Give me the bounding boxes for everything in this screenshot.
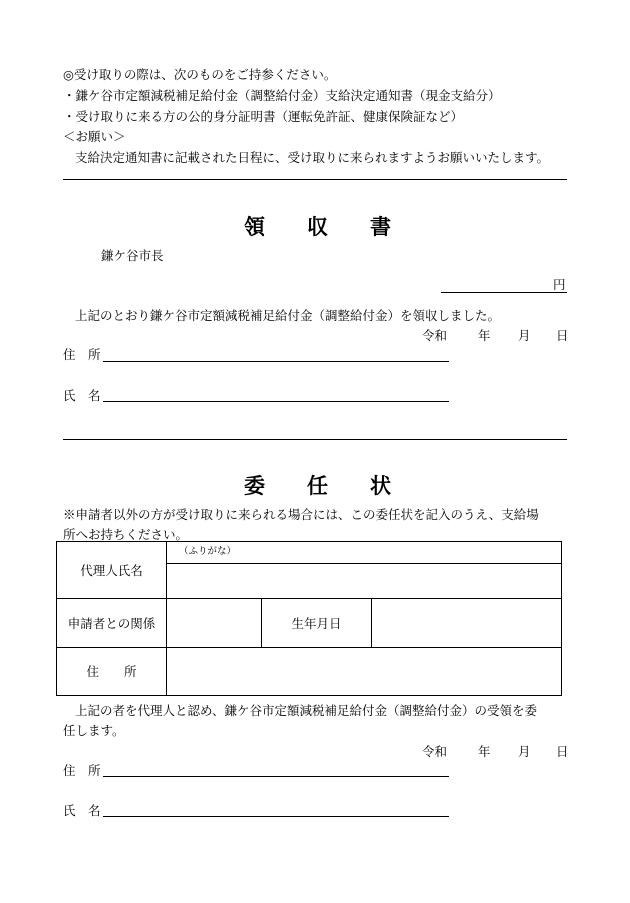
- proxy-name-label: 氏 名: [63, 803, 101, 818]
- request-text: 支給決定通知書に記載された日程に、受け取りに来られますようお願いいたします。: [75, 150, 550, 165]
- furigana-label: （ふりがな）: [179, 546, 237, 557]
- amount-unit: 円: [553, 277, 566, 292]
- relation-field[interactable]: [167, 599, 262, 647]
- agent-address-label-cell: [57, 647, 167, 695]
- proxy-statement-line-2: 任します。: [63, 723, 125, 738]
- agent-name-label-cell: [57, 542, 167, 599]
- receipt-address-field[interactable]: [103, 361, 449, 362]
- proxy-address-label: 住 所: [63, 763, 101, 778]
- proxy-address-field[interactable]: [103, 776, 449, 777]
- birthdate-field[interactable]: [372, 599, 562, 647]
- receipt-name-label: 氏 名: [63, 388, 101, 403]
- date-day: 日: [556, 328, 569, 343]
- section-divider-1: [63, 179, 567, 180]
- birthdate-label: 生年月日: [291, 616, 342, 632]
- proxy-date: [422, 742, 572, 758]
- agent-name-label: 代理人氏名: [80, 563, 143, 579]
- receipt-date: [422, 326, 572, 342]
- date-month: 月: [518, 744, 531, 759]
- receipt-statement: 上記のとおり鎌ケ谷市定額減税補足給付金（調整給付金）を領収しました。: [75, 308, 501, 323]
- notice-item-1: ・鎌ケ谷市定額減税補足給付金（調整給付金）支給決定通知書（現金支給分）: [63, 88, 501, 103]
- notice-heading: ◎受け取りの際は、次のものをご持参ください。: [63, 67, 337, 82]
- date-era: 令和: [422, 328, 448, 343]
- proxy-title: 委 任 状: [244, 473, 391, 498]
- section-divider-2: [63, 439, 567, 440]
- receipt-address-label: 住 所: [63, 347, 101, 362]
- date-era: 令和: [422, 744, 448, 759]
- proxy-form-table: [56, 541, 562, 696]
- date-day: 日: [556, 744, 569, 759]
- furigana-cell[interactable]: [167, 542, 562, 564]
- date-month: 月: [518, 328, 531, 343]
- proxy-name-field[interactable]: [103, 816, 449, 817]
- date-year: 年: [478, 744, 491, 759]
- birthdate-label-cell: [262, 599, 372, 647]
- receipt-name-field[interactable]: [103, 401, 449, 402]
- relation-label: 申請者との関係: [67, 616, 156, 632]
- notice-item-2: ・受け取りに来る方の公的身分証明書（運転免許証、健康保険証など）: [63, 109, 464, 124]
- proxy-statement-line-1: 上記の者を代理人と認め、鎌ケ谷市定額減税補足給付金（調整給付金）の受領を委: [75, 703, 538, 718]
- proxy-note-line-2: 所へお持ちください。: [63, 527, 189, 542]
- agent-address-field[interactable]: [167, 647, 562, 695]
- request-label: ＜お願い＞: [63, 129, 126, 144]
- agent-address-label: 住 所: [86, 664, 137, 680]
- proxy-note-line-1: ※申請者以外の方が受け取りに来られる場合には、この委任状を記入のうえ、支給場: [63, 507, 539, 522]
- receipt-addressee: 鎌ケ谷市長: [101, 248, 164, 263]
- date-year: 年: [478, 328, 491, 343]
- agent-name-field[interactable]: [167, 564, 562, 599]
- relation-label-cell: [57, 599, 167, 647]
- receipt-title: 領 収 書: [244, 214, 391, 239]
- amount-line: [441, 292, 567, 293]
